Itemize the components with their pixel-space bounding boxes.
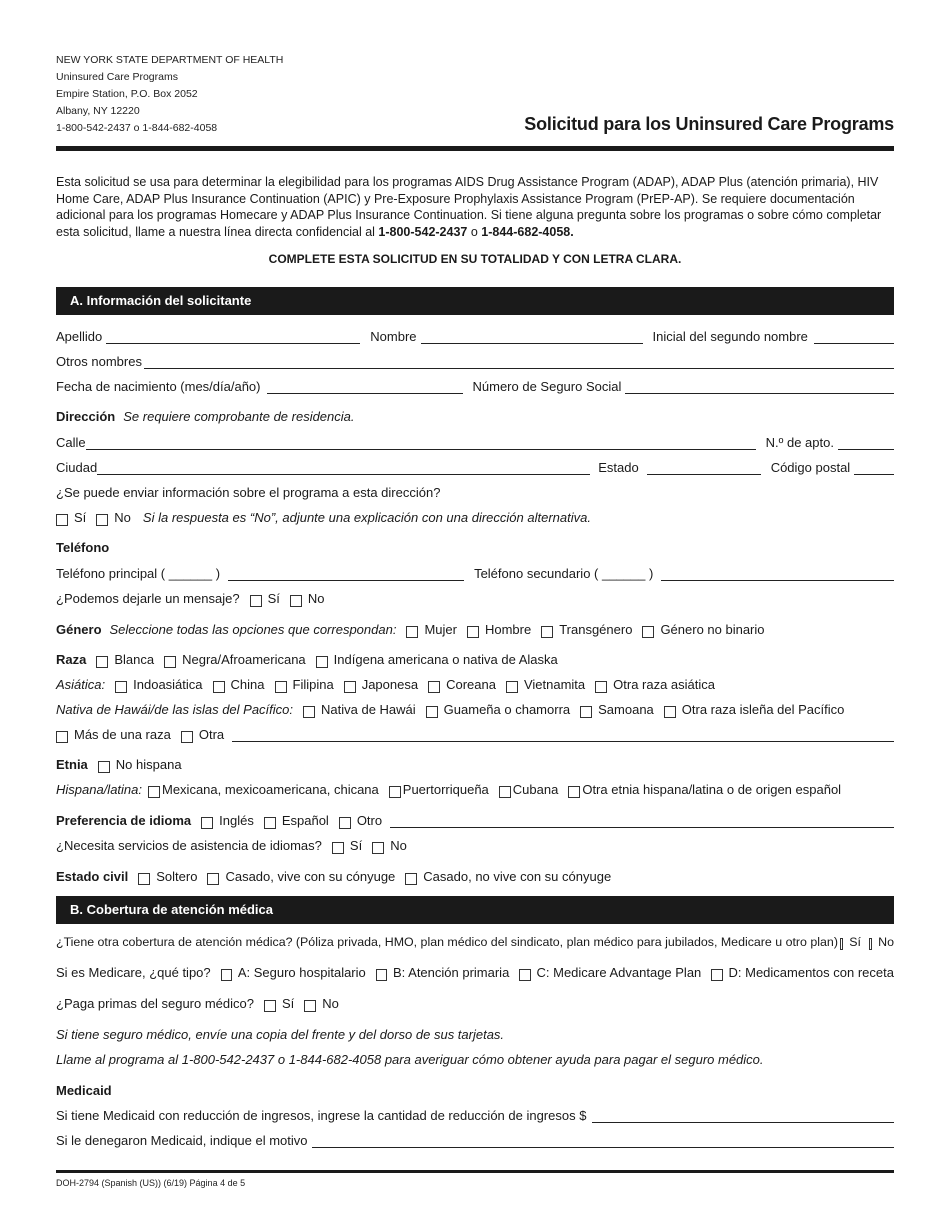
intro-phone-1: 1-800-542-2437 [378, 224, 468, 239]
idioma-espanol-checkbox[interactable] [264, 817, 276, 829]
telefono-heading-row [56, 537, 894, 555]
calle-label: Calle [56, 435, 86, 450]
estado-casado-novive-checkbox[interactable] [405, 873, 417, 885]
direccion-row [56, 406, 894, 424]
header-divider [56, 146, 894, 151]
otra-cobertura-no-label: No [878, 935, 894, 949]
raza-indigena-checkbox[interactable] [316, 656, 328, 668]
seguro-note-2: Llame al programa al 1-800-542-2437 o 1-844-682-4058 para averiguar cómo obtener ayuda para pagar el seguro médico. [56, 1052, 764, 1067]
medicare-row [56, 962, 894, 980]
medicaid-denegado-row [56, 1130, 894, 1148]
otra-cobertura-question: ¿Tiene otra cobertura de atención médica? (Póliza privada, HMO, plan médico del sindicato, plan médico para jubilados, Medicare u otro plan) [56, 935, 838, 949]
genero-nobinario-label: Género no binario [660, 622, 765, 637]
raza-negra-checkbox[interactable] [164, 656, 176, 668]
apellido-label: Apellido [56, 329, 103, 344]
idioma-row [56, 810, 894, 828]
genero-mujer-checkbox[interactable] [406, 626, 418, 638]
ssn-field[interactable] [625, 380, 894, 394]
nativa-samoana-checkbox[interactable] [580, 706, 592, 718]
agency-line: Empire Station, P.O. Box 2052 [56, 88, 198, 100]
nativa-hawai-label: Nativa de Hawái [321, 702, 416, 717]
genero-label: Género [56, 622, 102, 637]
inicial-label: Inicial del segundo nombre [652, 329, 808, 344]
asiatica-coreana-checkbox[interactable] [428, 681, 440, 693]
asiatica-japonesa-label: Japonesa [361, 677, 419, 692]
asiatica-otra-checkbox[interactable] [595, 681, 607, 693]
primas-no-label: No [322, 996, 339, 1011]
medicaid-reduccion-row [56, 1105, 894, 1123]
mas-raza-label: Más de una raza [74, 727, 171, 742]
calle-field[interactable] [86, 436, 756, 450]
enviar-question-row [56, 482, 894, 500]
medicare-d-label: D: Medicamentos con receta [728, 965, 894, 980]
nombre-label: Nombre [370, 329, 417, 344]
nombre-field[interactable] [421, 330, 643, 344]
enviar-note: Si la respuesta es “No”, adjunte una explicación con una dirección alternativa. [142, 510, 591, 525]
footer-divider [56, 1170, 894, 1173]
tel-principal-field[interactable] [228, 567, 464, 581]
enviar-answer-row [56, 507, 894, 525]
section-b-header: B. Cobertura de atención médica [56, 896, 894, 924]
enviar-no-checkbox[interactable] [96, 514, 108, 526]
ciudad-field[interactable] [97, 461, 590, 475]
nativa-otra-label: Otra raza isleña del Pacífico [681, 702, 845, 717]
otros-nombres-label: Otros nombres [56, 354, 142, 369]
enviar-question: ¿Se puede enviar información sobre el programa a esta dirección? [56, 485, 441, 500]
estado-casado-novive-label: Casado, no vive con su cónyuge [423, 869, 612, 884]
genero-transgenero-label: Transgénero [559, 622, 633, 637]
birth-ssn-row [56, 376, 894, 394]
estado-casado-vive-label: Casado, vive con su cónyuge [225, 869, 396, 884]
apto-label: N.º de apto. [765, 435, 834, 450]
nativa-hawai-checkbox[interactable] [303, 706, 315, 718]
raza-indigena-label: Indígena americana o nativa de Alaska [333, 652, 558, 667]
idioma-otro-checkbox[interactable] [339, 817, 351, 829]
idioma-ingles-label: Inglés [219, 813, 254, 828]
note1-row [56, 1024, 894, 1042]
medicare-a-label: A: Seguro hospitalario [237, 965, 366, 980]
mensaje-si-checkbox[interactable] [250, 595, 262, 607]
idioma-otro-field[interactable] [390, 814, 894, 828]
raza-blanca-label: Blanca [114, 652, 155, 667]
asiatica-japonesa-checkbox[interactable] [344, 681, 356, 693]
agency-line: NEW YORK STATE DEPARTMENT OF HEALTH [56, 54, 284, 66]
agency-line: 1-800-542-2437 o 1-844-682-4058 [56, 122, 218, 134]
medicaid-reduccion-field[interactable] [592, 1109, 894, 1123]
agency-line: Albany, NY 12220 [56, 105, 140, 117]
apellido-field[interactable] [106, 330, 360, 344]
codigo-postal-label: Código postal [770, 460, 851, 475]
medicare-question: Si es Medicare, ¿qué tipo? [56, 965, 211, 980]
asistencia-row [56, 835, 894, 853]
asiatica-indo-label: Indoasiática [133, 677, 203, 692]
medicaid-denegado-field[interactable] [312, 1134, 895, 1148]
asiatica-otra-label: Otra raza asiática [613, 677, 716, 692]
asiatica-filipina-checkbox[interactable] [275, 681, 287, 693]
raza-label: Raza [56, 652, 87, 667]
mensaje-no-label: No [307, 591, 325, 606]
enviar-no-label: No [114, 510, 131, 525]
otros-nombres-row [56, 351, 894, 369]
estado-soltero-checkbox[interactable] [138, 873, 150, 885]
fecha-nac-field[interactable] [267, 380, 463, 394]
etnia-label: Etnia [56, 757, 88, 772]
apto-field[interactable] [838, 436, 894, 450]
hispana-cubana-label: Cubana [512, 782, 559, 797]
raza-row [56, 649, 894, 667]
intro-conj: o [467, 224, 482, 239]
document-title: Solicitud para los Uninsured Care Programs [524, 114, 894, 134]
genero-transgenero-checkbox[interactable] [541, 626, 553, 638]
note2-row [56, 1049, 894, 1067]
estado-civil-label: Estado civil [56, 869, 129, 884]
mensaje-no-checkbox[interactable] [290, 595, 302, 607]
medicare-a-checkbox[interactable] [221, 969, 232, 981]
enviar-si-checkbox[interactable] [56, 514, 68, 526]
mas-raza-checkbox[interactable] [56, 731, 68, 743]
asistencia-question: ¿Necesita servicios de asistencia de idiomas? [56, 838, 322, 853]
mensaje-question: ¿Podemos dejarle un mensaje? [56, 591, 240, 606]
idioma-espanol-label: Español [281, 813, 329, 828]
telefono-heading: Teléfono [56, 540, 110, 555]
ciudad-row [56, 457, 894, 475]
otra-cobertura-si-checkbox[interactable] [840, 938, 843, 950]
etnia-nohispana-checkbox[interactable] [98, 761, 110, 773]
asiatica-filipina-label: Filipina [292, 677, 334, 692]
hispana-label: Hispana/latina: [56, 782, 142, 797]
hispana-mexicana-checkbox[interactable] [148, 786, 160, 798]
ciudad-label: Ciudad [56, 460, 98, 475]
medicare-c-label: C: Medicare Advantage Plan [536, 965, 702, 980]
medicare-b-checkbox[interactable] [376, 969, 387, 981]
hispana-otra-label: Otra etnia hispana/latina o de origen español [582, 782, 842, 797]
primas-question: ¿Paga primas del seguro médico? [56, 996, 254, 1011]
asiatica-china-label: China [230, 677, 265, 692]
etnia-nohispana-label: No hispana [115, 757, 182, 772]
nativa-row [56, 699, 894, 717]
nativa-guamena-label: Guameña o chamorra [443, 702, 571, 717]
hispana-puertorriquena-checkbox[interactable] [389, 786, 401, 798]
hispana-row [56, 779, 894, 797]
section-a-header: A. Información del solicitante [56, 287, 894, 315]
fecha-nac-label: Fecha de nacimiento (mes/día/año) [56, 379, 261, 394]
agency-address [56, 52, 283, 137]
medicaid-reduccion-label: Si tiene Medicaid con reducción de ingresos, ingrese la cantidad de reducción de ingresos $ [56, 1108, 587, 1123]
estado-casado-vive-checkbox[interactable] [207, 873, 219, 885]
seguro-note-1: Si tiene seguro médico, envíe una copia del frente y del dorso de sus tarjetas. [56, 1027, 505, 1042]
medicaid-denegado-label: Si le denegaron Medicaid, indique el motivo [56, 1133, 308, 1148]
raza-blanca-checkbox[interactable] [96, 656, 108, 668]
genero-row [56, 619, 894, 637]
telefono-row [56, 563, 894, 581]
form-footer: DOH-2794 (Spanish (US)) (6/19) Página 4 de 5 [56, 1178, 246, 1188]
estado-field[interactable] [647, 461, 761, 475]
instruction-heading: COMPLETE ESTA SOLICITUD EN SU TOTALIDAD Y CON LETRA CLARA. [268, 252, 682, 266]
tel-secundario-field[interactable] [661, 567, 894, 581]
direccion-label: Dirección [56, 409, 116, 424]
asiatica-china-checkbox[interactable] [213, 681, 225, 693]
enviar-si-label: Sí [74, 510, 87, 525]
raza-otra-checkbox[interactable] [181, 731, 193, 743]
asistencia-si-label: Sí [349, 838, 363, 853]
agency-line: Uninsured Care Programs [56, 71, 178, 83]
name-row [56, 326, 894, 344]
medicare-d-checkbox[interactable] [711, 969, 722, 981]
nativa-label: Nativa de Hawái/de las islas del Pacífico: [56, 702, 294, 717]
otra-cobertura-si-label: Sí [849, 935, 861, 949]
medicaid-heading: Medicaid [56, 1083, 112, 1098]
otros-nombres-field[interactable] [144, 355, 894, 369]
estado-soltero-label: Soltero [156, 869, 198, 884]
etnia-row [56, 754, 894, 772]
otra-cobertura-no-checkbox[interactable] [869, 938, 872, 950]
hispana-puertorriquena-label: Puertorriqueña [402, 782, 489, 797]
raza-otra-field[interactable] [232, 728, 894, 742]
intro-phone-2: 1-844-682-4058. [481, 224, 574, 239]
hispana-cubana-checkbox[interactable] [499, 786, 511, 798]
idioma-ingles-checkbox[interactable] [201, 817, 213, 829]
otra-cobertura-row [56, 931, 894, 949]
asistencia-no-checkbox[interactable] [372, 842, 384, 854]
medicare-b-label: B: Atención primaria [392, 965, 510, 980]
nativa-samoana-label: Samoana [598, 702, 654, 717]
primas-row [56, 993, 894, 1011]
primas-no-checkbox[interactable] [304, 1000, 316, 1012]
asiatica-coreana-label: Coreana [446, 677, 496, 692]
raza-negra-label: Negra/Afroamericana [182, 652, 306, 667]
asiatica-indo-checkbox[interactable] [115, 681, 127, 693]
codigo-postal-field[interactable] [854, 461, 894, 475]
asiatica-row [56, 674, 894, 692]
direccion-note: Se requiere comprobante de residencia. [123, 409, 355, 424]
estado-label: Estado [598, 460, 639, 475]
idioma-label: Preferencia de idioma [56, 813, 192, 828]
asistencia-no-label: No [390, 838, 407, 853]
medicare-c-checkbox[interactable] [519, 969, 530, 981]
nativa-otra-checkbox[interactable] [664, 706, 676, 718]
nativa-guamena-checkbox[interactable] [426, 706, 438, 718]
genero-hombre-checkbox[interactable] [467, 626, 479, 638]
inicial-field[interactable] [814, 330, 894, 344]
calle-row [56, 432, 894, 450]
genero-nobinario-checkbox[interactable] [642, 626, 654, 638]
mas-raza-row [56, 724, 894, 742]
form-page [56, 0, 894, 1230]
idioma-otro-label: Otro [356, 813, 383, 828]
genero-hombre-label: Hombre [484, 622, 532, 637]
hispana-mexicana-label: Mexicana, mexicoamericana, chicana [162, 782, 379, 797]
genero-mujer-label: Mujer [424, 622, 457, 637]
asiatica-vietnamita-checkbox[interactable] [506, 681, 518, 693]
mensaje-si-label: Sí [267, 591, 280, 606]
tel-secundario-label: Teléfono secundario ( ______ ) [474, 566, 654, 581]
mensaje-row [56, 588, 894, 606]
genero-note: Seleccione todas las opciones que correspondan: [109, 622, 397, 637]
raza-otra-label: Otra [198, 727, 225, 742]
asiatica-label: Asiática: [56, 677, 106, 692]
estado-civil-row [56, 866, 894, 884]
asistencia-si-checkbox[interactable] [332, 842, 344, 854]
hispana-otra-checkbox[interactable] [568, 786, 580, 798]
ssn-label: Número de Seguro Social [472, 379, 622, 394]
asiatica-vietnamita-label: Vietnamita [523, 677, 586, 692]
primas-si-checkbox[interactable] [264, 1000, 276, 1012]
tel-principal-label: Teléfono principal ( ______ ) [56, 566, 221, 581]
intro-paragraph [56, 174, 894, 240]
primas-si-label: Sí [282, 996, 295, 1011]
medicaid-heading-row [56, 1080, 894, 1098]
intro-text: Esta solicitud se usa para determinar la elegibilidad para los programas AIDS Drug Assistance Program (ADAP), ADAP Plus (atención primaria), HIV Home Care, ADAP Plus Insurance Continuation (APIC) y Pre-Exposure Prophylaxis Assistance Program (PrEP-AP). Se requiere documentación adicional para los programas Homecare y ADAP Plus Insurance Continuation. Si tiene alguna pregunta sobre los programas o sobre cómo completar esta solicitud, llame a nuestra línea directa confidencial al [56, 175, 882, 239]
